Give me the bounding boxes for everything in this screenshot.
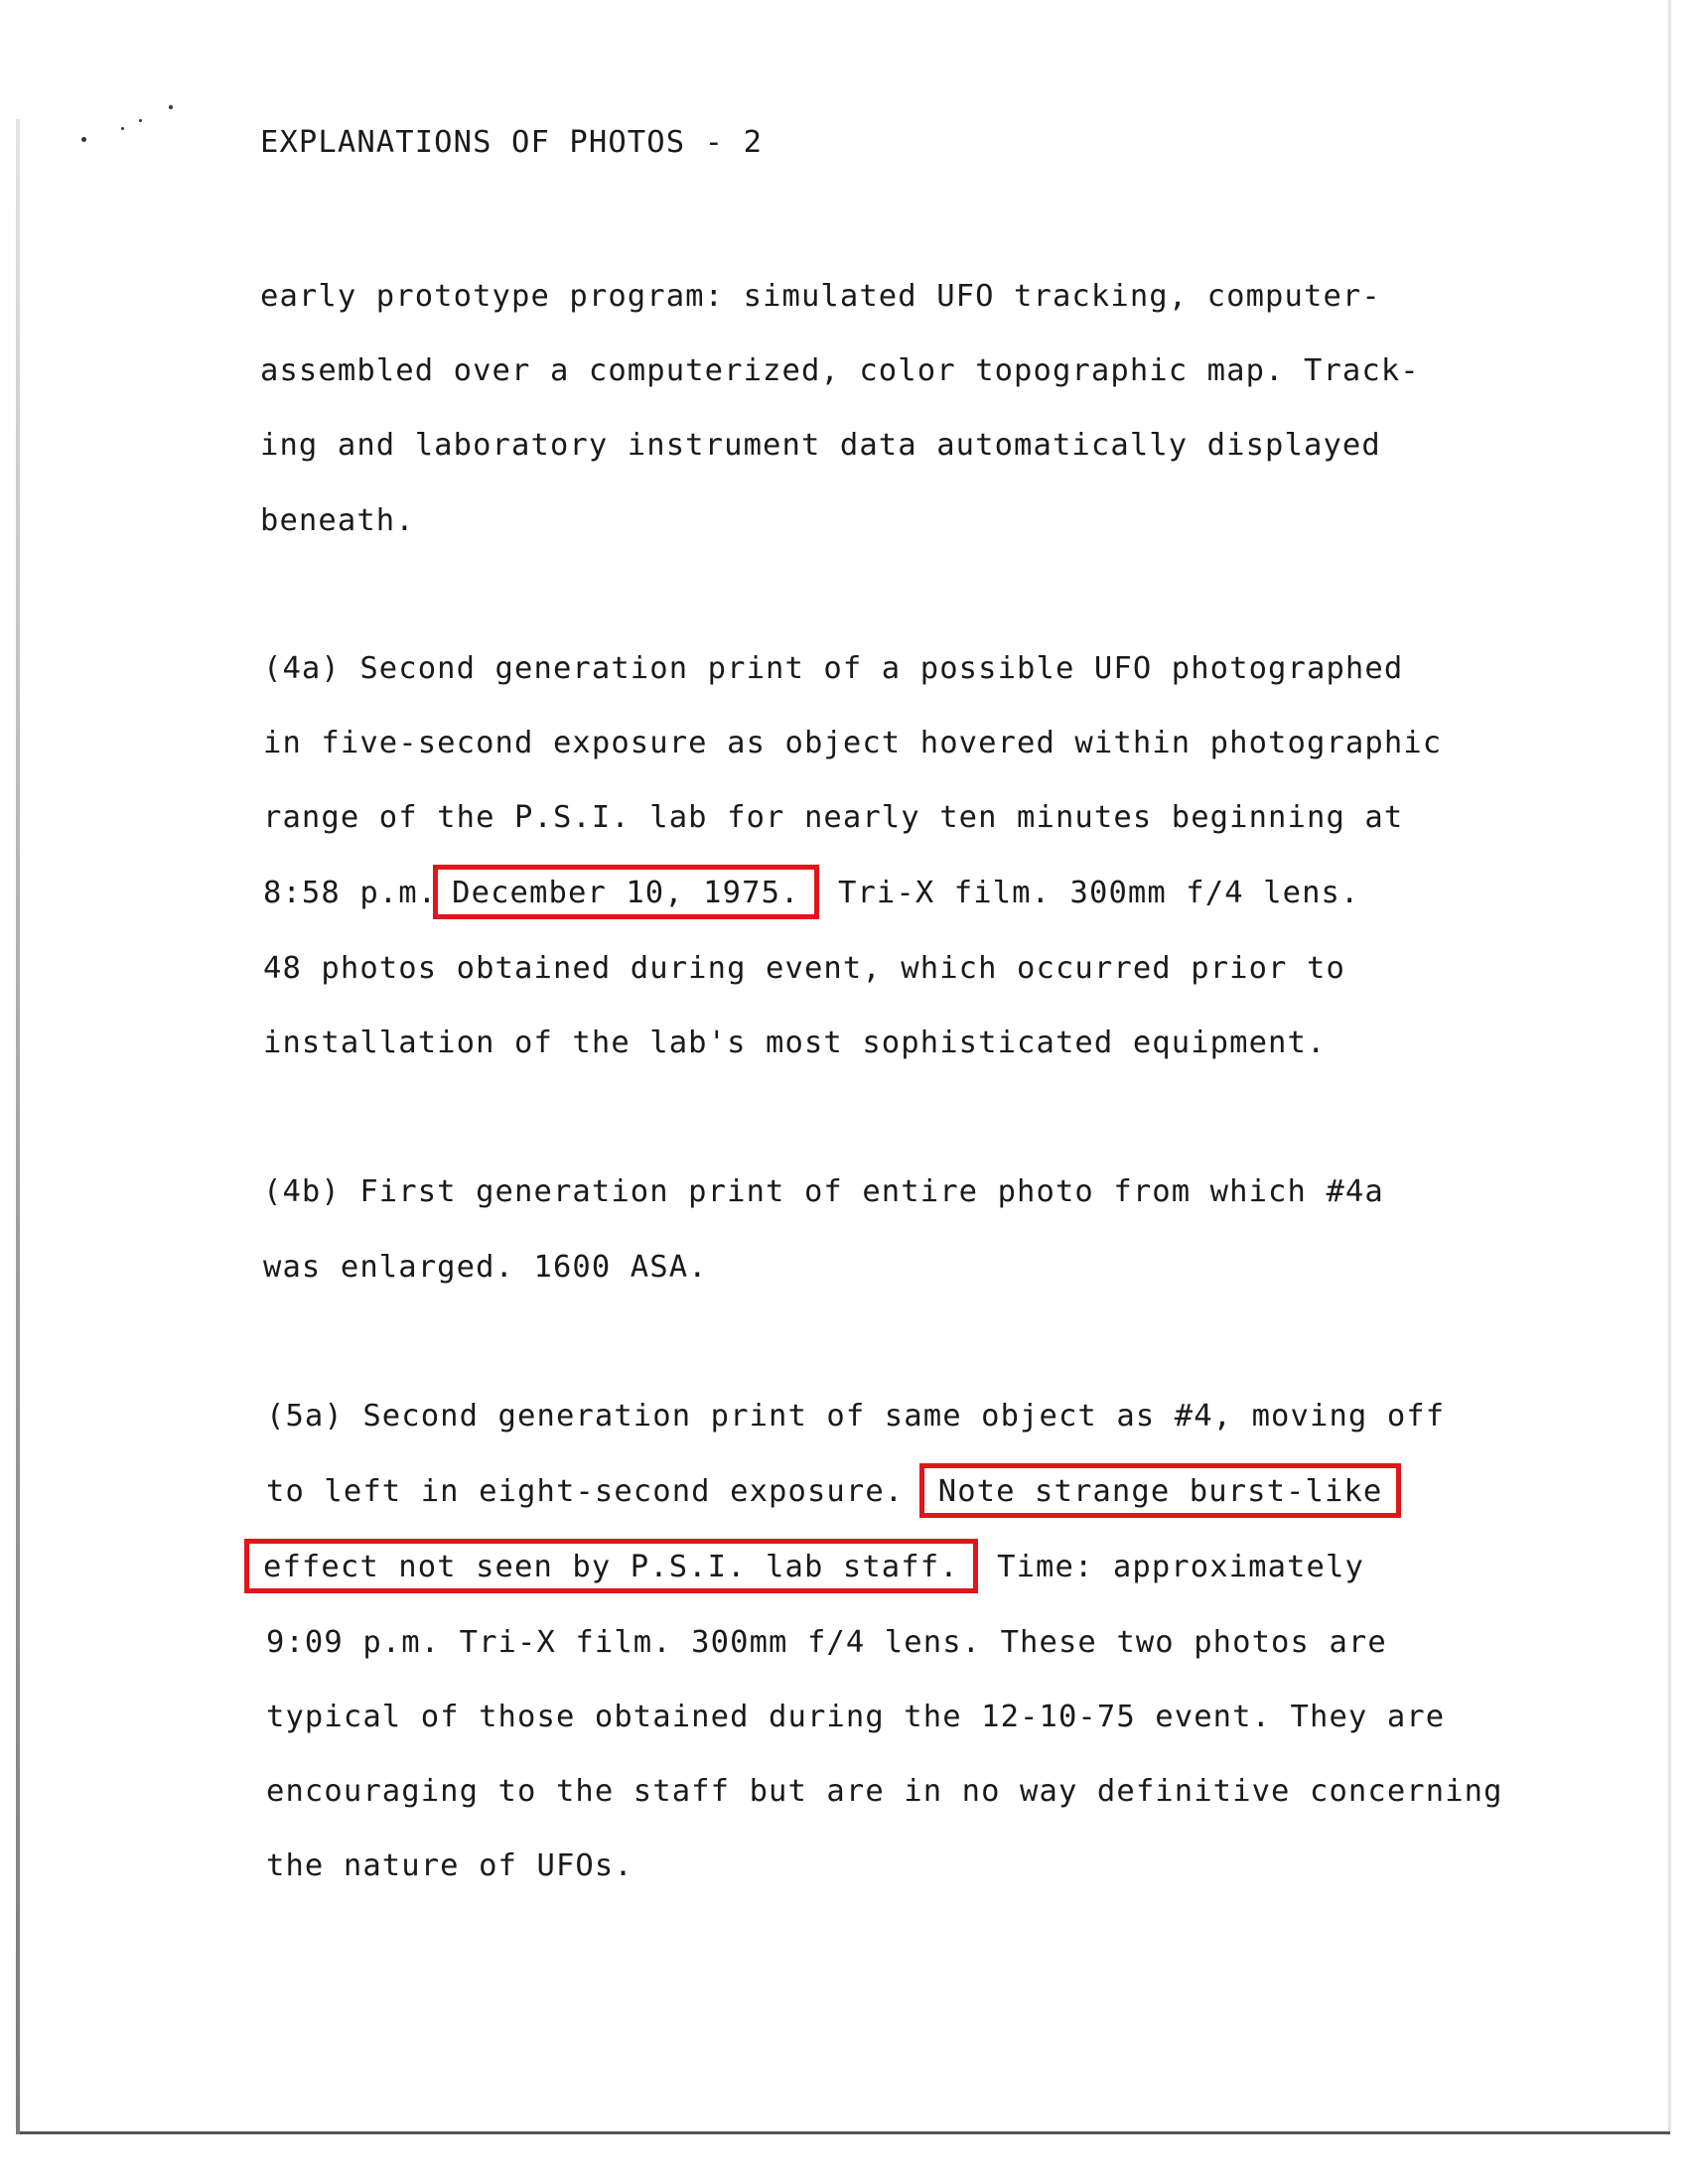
line-text: Tri-X film. 300mm f/4 lens. (818, 876, 1360, 910)
paragraph-line: beneath. (260, 503, 415, 538)
scan-left-edge (16, 119, 20, 2134)
paragraph-line: (4a) Second generation print of a possible UFO photographed (263, 651, 1404, 686)
page-header: EXPLANATIONS OF PHOTOS - 2 (260, 125, 764, 160)
line-text: to left in eight-second exposure. (266, 1474, 923, 1509)
scan-right-edge (1668, 0, 1671, 2134)
highlighted-note: Note strange burst-like (919, 1463, 1402, 1518)
highlighted-date: December 10, 1975. (433, 865, 818, 919)
paragraph-line: typical of those obtained during the 12-10-75 event. They are (266, 1700, 1446, 1734)
scan-specks (70, 99, 189, 149)
highlighted-note-continued: effect not seen by P.S.I. lab staff. (244, 1539, 978, 1593)
paragraph-line (248, 1548, 1364, 1587)
paragraph-line: installation of the lab's most sophisticated equipment. (263, 1025, 1327, 1060)
paragraph-line: early prototype program: simulated UFO tracking, computer- (260, 279, 1381, 314)
line-text: 8:58 p.m. (263, 876, 438, 910)
paragraph-line: was enlarged. 1600 ASA. (263, 1250, 708, 1285)
paragraph-line: 48 photos obtained during event, which occurred prior to (263, 951, 1345, 986)
paragraph-line (266, 1472, 1401, 1512)
paragraph-line: encouraging to the staff but are in no way definitive concerning (266, 1774, 1503, 1809)
paragraph-line (263, 874, 1359, 913)
paragraph-line: (4b) First generation print of entire photo from which #4a (263, 1174, 1384, 1209)
paragraph-line: 9:09 p.m. Tri-X film. 300mm f/4 lens. These two photos are (266, 1625, 1387, 1660)
paragraph-line: in five-second exposure as object hovered within photographic (263, 726, 1443, 760)
paragraph-line: (5a) Second generation print of same object as #4, moving off (266, 1399, 1446, 1433)
paragraph-line: range of the P.S.I. lab for nearly ten minutes beginning at (263, 800, 1404, 835)
paragraph-line: ing and laboratory instrument data automatically displayed (260, 428, 1381, 463)
paragraph-line: assembled over a computerized, color topographic map. Track- (260, 353, 1420, 388)
scan-bottom-edge (20, 2131, 1670, 2134)
paragraph-line: the nature of UFOs. (266, 1848, 633, 1883)
line-text: Time: approximately (977, 1550, 1364, 1584)
